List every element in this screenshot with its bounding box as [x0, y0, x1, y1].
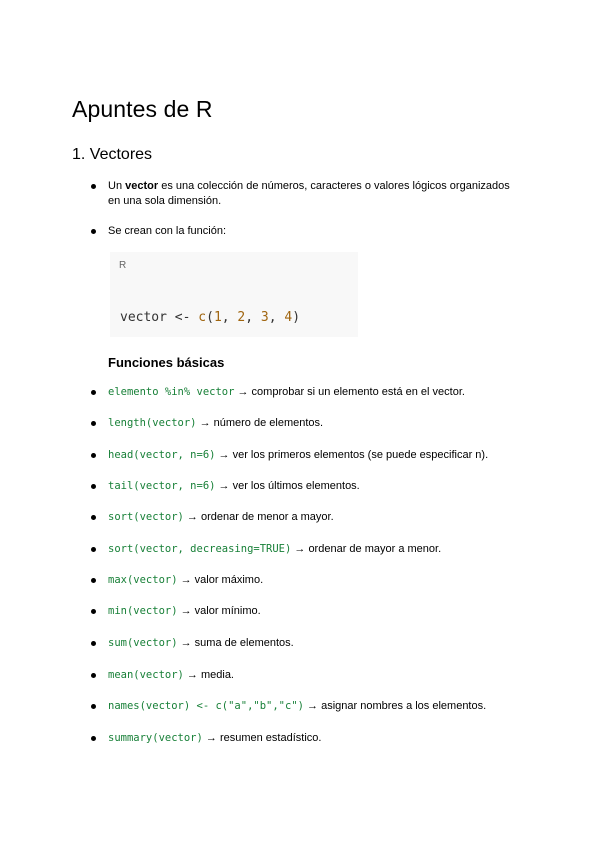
bullet-dot [91, 184, 96, 189]
bullet-dot [91, 609, 96, 614]
bullet-dot [91, 641, 96, 646]
section-heading: 1. Vectores [72, 146, 153, 163]
bullet-dot [91, 704, 96, 709]
list-item: sort(vector, decreasing=TRUE) → ordenar de mayor a menor. [108, 543, 442, 555]
intro-line-1: Un vector es una colección de números, caracteres o valores lógicos organizados [108, 180, 510, 192]
bullet-dot [91, 229, 96, 234]
intro-line-2: en una sola dimensión. [108, 195, 222, 207]
list-item: tail(vector, n=6) → ver los últimos elementos. [108, 480, 360, 492]
bullet-dot [91, 515, 96, 520]
bold-term: vector [125, 180, 159, 192]
bullet-dot [91, 736, 96, 741]
page-title: Apuntes de R [72, 96, 213, 122]
create-text: Se crean con la función: [108, 225, 227, 237]
code-language-label: R [119, 260, 127, 271]
list-item: sort(vector) → ordenar de menor a mayor. [108, 511, 334, 523]
bullet-dot [91, 673, 96, 678]
code-block [110, 252, 358, 337]
list-item: summary(vector) → resumen estadístico. [108, 732, 322, 744]
bullet-dot [91, 421, 96, 426]
list-item: sum(vector) → suma de elementos. [108, 637, 294, 649]
list-item: min(vector) → valor mínimo. [108, 605, 261, 617]
subheading: Funciones básicas [108, 355, 225, 370]
list-item: max(vector) → valor máximo. [108, 574, 264, 586]
list-item: length(vector) → número de elementos. [108, 417, 324, 429]
list-item: names(vector) <- c("a","b","c") → asignar nombres a los elementos. [108, 700, 487, 712]
bullet-dot [91, 453, 96, 458]
code-line: vector <- c(1, 2, 3, 4) [120, 310, 301, 325]
list-item: mean(vector) → media. [108, 669, 234, 681]
list-item: head(vector, n=6) → ver los primeros elementos (se puede especificar n). [108, 449, 489, 461]
bullet-dot [91, 547, 96, 552]
list-item: elemento %in% vector → comprobar si un elemento está en el vector. [108, 386, 465, 398]
bullet-dot [91, 390, 96, 395]
bullet-dot [91, 484, 96, 489]
bullet-dot [91, 578, 96, 583]
